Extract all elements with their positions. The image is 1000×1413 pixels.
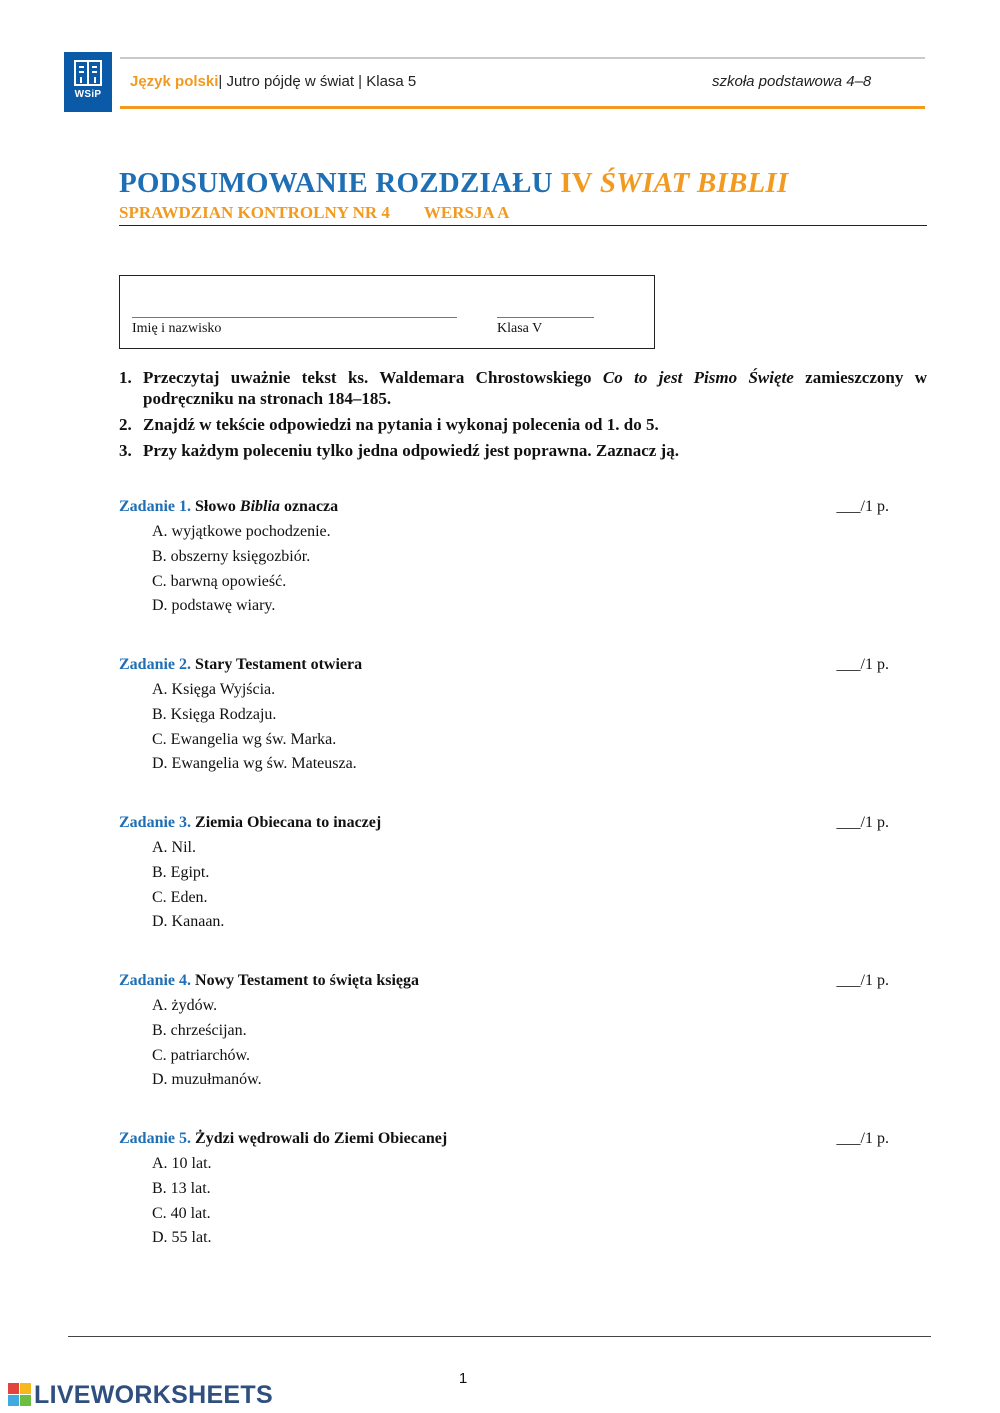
task-4 bbox=[119, 972, 889, 1093]
page-subtitle bbox=[119, 203, 509, 223]
answer-option[interactable]: C. patriarchów. bbox=[152, 1046, 251, 1064]
subtitle-version: WERSJA A bbox=[423, 203, 510, 222]
answer-option[interactable]: C. Eden. bbox=[152, 888, 208, 906]
instruction-item bbox=[119, 367, 927, 409]
page-title bbox=[119, 167, 788, 200]
task-heading bbox=[119, 814, 889, 836]
footer-rule bbox=[68, 1336, 931, 1337]
instruction-number: 2. bbox=[119, 415, 132, 434]
instruction-number: 3. bbox=[119, 441, 132, 460]
task-heading bbox=[119, 972, 889, 994]
instruction-item bbox=[119, 440, 927, 461]
answer-option[interactable]: D. muzułmanów. bbox=[152, 1071, 262, 1089]
answer-option[interactable]: A. 10 lat. bbox=[152, 1155, 212, 1172]
answer-option[interactable]: D. 55 lat. bbox=[152, 1229, 212, 1247]
task-heading bbox=[119, 498, 889, 520]
task-points[interactable]: ___/1 p. bbox=[836, 498, 889, 515]
answer-option[interactable]: A. Nil. bbox=[152, 839, 196, 856]
header-school: szkoła podstawowa 4–8 bbox=[712, 73, 872, 90]
instructions-list bbox=[119, 367, 927, 466]
task-question: Słowo Biblia oznacza bbox=[195, 498, 339, 515]
cube-logo-icon bbox=[8, 1383, 32, 1407]
logo-text: WSiP bbox=[74, 89, 102, 100]
answer-list bbox=[119, 520, 889, 619]
answer-list bbox=[119, 836, 889, 935]
name-label: Imię i nazwisko bbox=[132, 321, 222, 336]
task-heading bbox=[119, 656, 889, 678]
answer-option[interactable]: B. obszerny księgozbiór. bbox=[152, 547, 311, 565]
answer-option[interactable]: B. Księga Rodzaju. bbox=[152, 705, 277, 723]
header-subject: Język polski bbox=[130, 73, 219, 90]
task-2 bbox=[119, 656, 889, 777]
name-box bbox=[119, 275, 655, 349]
answer-option[interactable]: B. Egipt. bbox=[152, 863, 210, 881]
title-part-3: ŚWIAT BIBLII bbox=[599, 167, 789, 199]
answer-option[interactable]: D. Ewangelia wg św. Mateusza. bbox=[152, 755, 357, 773]
instruction-text: Znajdź w tekście odpowiedzi na pytania i wykonaj polecenia od 1. do 5. bbox=[143, 415, 659, 434]
title-part-1: PODSUMOWANIE ROZDZIAŁU bbox=[119, 167, 553, 199]
header-series: | Jutro pójdę w świat | Klasa 5 bbox=[218, 73, 417, 90]
answer-option[interactable]: B. chrześcijan. bbox=[152, 1021, 247, 1039]
answer-list bbox=[119, 1152, 889, 1251]
answer-option[interactable]: C. 40 lat. bbox=[152, 1204, 211, 1222]
page-number: 1 bbox=[458, 1370, 468, 1387]
task-label: Zadanie 5. bbox=[119, 1130, 192, 1147]
answer-option[interactable]: C. Ewangelia wg św. Marka. bbox=[152, 730, 337, 748]
class-input-line[interactable] bbox=[497, 317, 594, 318]
task-label: Zadanie 1. bbox=[119, 498, 192, 515]
answer-option[interactable]: D. Kanaan. bbox=[152, 913, 225, 931]
book-logo-icon bbox=[73, 58, 103, 88]
instruction-text: Przy każdym poleceniu tylko jedna odpowiedź jest poprawna. Zaznacz ją. bbox=[143, 441, 679, 460]
answer-option[interactable]: C. barwną opowieść. bbox=[152, 572, 287, 590]
task-3 bbox=[119, 814, 889, 935]
header-bottom-rule bbox=[120, 106, 925, 109]
task-label: Zadanie 3. bbox=[119, 814, 192, 831]
answer-list bbox=[119, 994, 889, 1093]
task-1 bbox=[119, 498, 889, 619]
class-label: Klasa V bbox=[497, 321, 543, 336]
watermark-text: LIVEWORKSHEETS bbox=[34, 1380, 273, 1409]
task-points[interactable]: ___/1 p. bbox=[836, 656, 889, 673]
book-title: Co to jest Pismo Święte bbox=[602, 368, 794, 387]
task-question: Nowy Testament to święta księga bbox=[195, 972, 420, 989]
task-points[interactable]: ___/1 p. bbox=[836, 972, 889, 989]
instruction-item bbox=[119, 414, 927, 435]
wsip-logo bbox=[64, 52, 112, 112]
task-label: Zadanie 2. bbox=[119, 656, 192, 673]
task-5 bbox=[119, 1130, 889, 1251]
instruction-number: 1. bbox=[119, 368, 132, 387]
liveworksheets-watermark bbox=[8, 1380, 273, 1410]
title-part-2: IV bbox=[560, 167, 593, 199]
task-question: Stary Testament otwiera bbox=[195, 656, 363, 673]
title-rule bbox=[119, 225, 927, 226]
task-points[interactable]: ___/1 p. bbox=[836, 814, 889, 831]
answer-list bbox=[119, 678, 889, 777]
task-question: Ziemia Obiecana to inaczej bbox=[195, 814, 382, 831]
answer-option[interactable]: A. Księga Wyjścia. bbox=[152, 681, 276, 698]
header-top-rule bbox=[120, 57, 925, 59]
name-input-line[interactable] bbox=[132, 317, 457, 318]
header-line bbox=[130, 73, 416, 90]
task-label: Zadanie 4. bbox=[119, 972, 192, 989]
answer-option[interactable]: A. żydów. bbox=[152, 997, 218, 1014]
answer-option[interactable]: D. podstawę wiary. bbox=[152, 597, 276, 615]
task-points[interactable]: ___/1 p. bbox=[836, 1130, 889, 1147]
task-heading bbox=[119, 1130, 889, 1152]
answer-option[interactable]: A. wyjątkowe pochodzenie. bbox=[152, 523, 331, 540]
subtitle-test: SPRAWDZIAN KONTROLNY NR 4 bbox=[119, 203, 390, 222]
task-question: Żydzi wędrowali do Ziemi Obiecanej bbox=[195, 1130, 448, 1147]
instruction-text: Przeczytaj uważnie tekst ks. Waldemara Chrostowskiego Co to jest Pismo Święte zamieszczony w podręczniku na stronach 184–185. bbox=[143, 368, 927, 408]
answer-option[interactable]: B. 13 lat. bbox=[152, 1179, 211, 1197]
